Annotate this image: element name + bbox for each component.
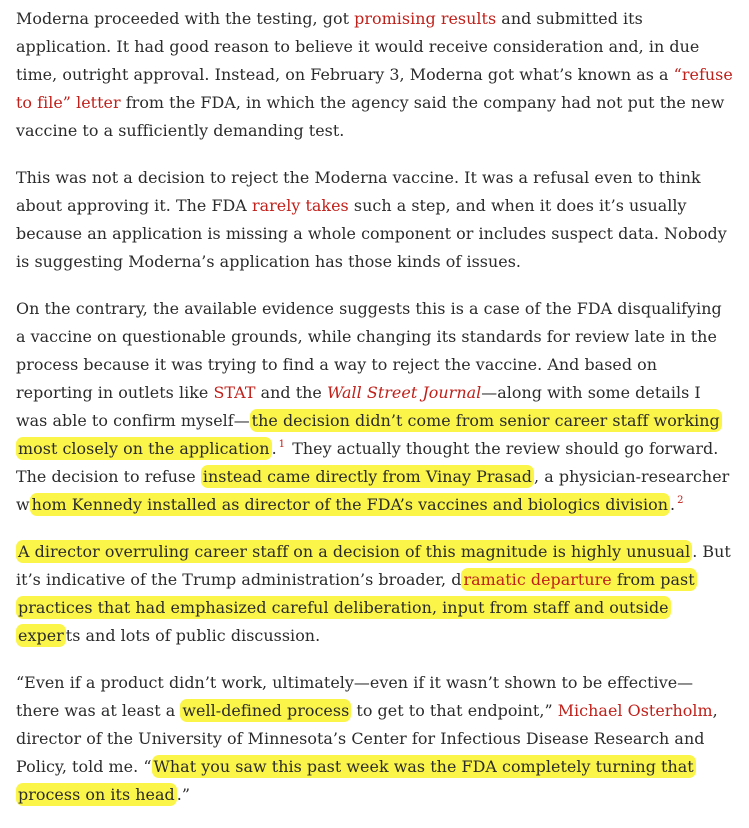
p5-text-4: .” (176, 785, 191, 804)
paragraph-5 (16, 669, 734, 809)
p3-text-3: —along with some details I was able to confirm myself— (16, 383, 701, 430)
link-rarely-takes[interactable]: rarely takes (251, 196, 349, 215)
p3-text-4: . (271, 439, 277, 458)
p4-text-2: ts and lots of public discussion (65, 626, 316, 645)
paragraph-3 (16, 295, 734, 519)
p3-text-5: They actually thought the review should go forward. The decision to refuse (16, 439, 719, 486)
link-dramatic-departure[interactable]: ramatic departure (463, 570, 612, 589)
highlight-well-defined-process: well-defined process (182, 701, 350, 720)
highlight-career-staff: the decision didn’t come from senior career staff working most closely on the application (18, 411, 720, 458)
p3-text-1: On the contrary, the available evidence suggests this is a case of the FDA disqualifying a vaccine on questionable grounds, while changing its standards for review late in the process because it was trying to find a way to reject the vaccine. And based on reporting in outlets like (16, 299, 722, 402)
highlight-process-on-its-head: What you saw this past week was the FDA completely turning that process on its head (18, 757, 694, 804)
p4-text-3: . (315, 626, 321, 645)
paragraph-4 (16, 538, 734, 650)
link-michael-osterholm[interactable]: Michael Osterholm (557, 701, 713, 720)
p1-text-2: and submitted its application. It had good reason to believe it would receive consideration and, in due time, outright approval. Instead, on February 3, Moderna got what’s known as a (16, 9, 700, 84)
link-promising-results[interactable]: promising results (354, 9, 497, 28)
highlight-director-overruling: A director overruling career staff on a decision of this magnitude is highly unusual (18, 542, 691, 561)
p3-text-2: and the (255, 383, 327, 402)
p3-text-7: . (669, 495, 676, 514)
p1-text-3: from the FDA, in which the agency said the company had not put the new vaccine to a sufficiently demanding test. (16, 93, 725, 140)
footnote-2-link[interactable]: 2 (677, 495, 684, 506)
p3-text-6: , a physician-researcher w (16, 467, 730, 514)
highlight-vinay-prasad: instead came directly from Vinay Prasad (202, 467, 533, 486)
p2-text-2: such a step, and when it does it’s usually because an application is missing a whole component or includes suspect data. Nobody is suggesting Moderna’s application has those kinds of issues. (16, 196, 727, 271)
link-wall-street-journal[interactable]: Wall Street Journal (327, 383, 482, 402)
p1-text-1: Moderna proceeded with the testing, got (16, 9, 355, 28)
highlight-kennedy-installed: hom Kennedy installed as director of the FDA’s vaccines and biologics division (31, 495, 668, 514)
p5-text-2: to get to that endpoint,” (351, 701, 558, 720)
p5-text-1: “Even if a product didn’t work, ultimately—even if it wasn’t shown to be effective—there was at least a (16, 673, 694, 720)
paragraph-1 (16, 5, 734, 145)
footnote-1-link[interactable]: 1 (278, 439, 286, 450)
link-stat[interactable]: STAT (213, 383, 256, 402)
article-body (16, 5, 734, 828)
p4-text-1: . But it’s indicative of the Trump administration’s broader, d (16, 542, 731, 589)
paragraph-2 (16, 164, 734, 276)
link-refuse-to-file-letter[interactable]: “refuse to file” letter (16, 65, 733, 112)
p4-highlight-text: from past practices that had emphasized careful deliberation, input from staff and outside exper (18, 570, 695, 645)
p5-text-3: , director of the University of Minnesota’s Center for Infectious Disease Research and Policy, told me. “ (16, 701, 718, 776)
p2-text-1: This was not a decision to reject the Moderna vaccine. It was a refusal even to think about approving it. The FDA (16, 168, 701, 215)
